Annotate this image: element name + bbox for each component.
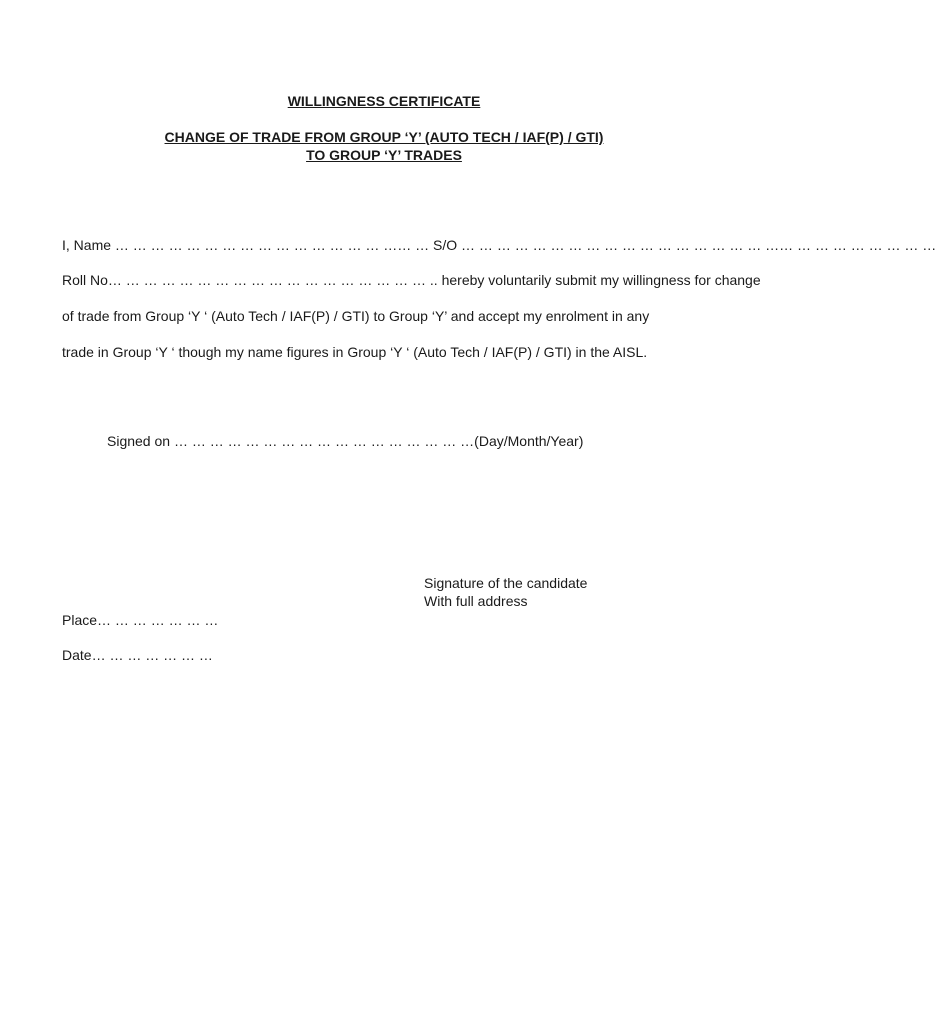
signature-label: Signature of the candidate [424,575,588,591]
signed-on-line: Signed on … … … … … … … … … … … … … … … … …(Day/Month/Year) [107,433,584,449]
certificate-subheading-line1: CHANGE OF TRADE FROM GROUP ‘Y’ (AUTO TECH / IAF(P) / GTI) [164,129,604,145]
body-line-name: I, Name … … … … … … … … … … … … … … … …… … S/O … … … … … … … … … … … … … … … … … …… … … … … … … … … [62,237,936,253]
address-label: With full address [424,593,528,609]
certificate-heading: WILLINGNESS CERTIFICATE [287,93,481,109]
body-line-aisl: trade in Group ‘Y ‘ though my name figures in Group ‘Y ‘ (Auto Tech / IAF(P) / GTI) in the AISL. [62,344,648,360]
body-line-trade: of trade from Group ‘Y ‘ (Auto Tech / IAF(P) / GTI) to Group ‘Y’ and accept my enrolment in any [62,308,650,324]
certificate-subheading-line2: TO GROUP ‘Y’ TRADES [306,147,462,163]
place-field: Place… … … … … … … [62,612,219,628]
body-line-roll-no: Roll No… … … … … … … … … … … … … … … … … … .. hereby voluntarily submit my willingness for change [62,272,761,288]
date-field: Date… … … … … … … [62,647,213,663]
